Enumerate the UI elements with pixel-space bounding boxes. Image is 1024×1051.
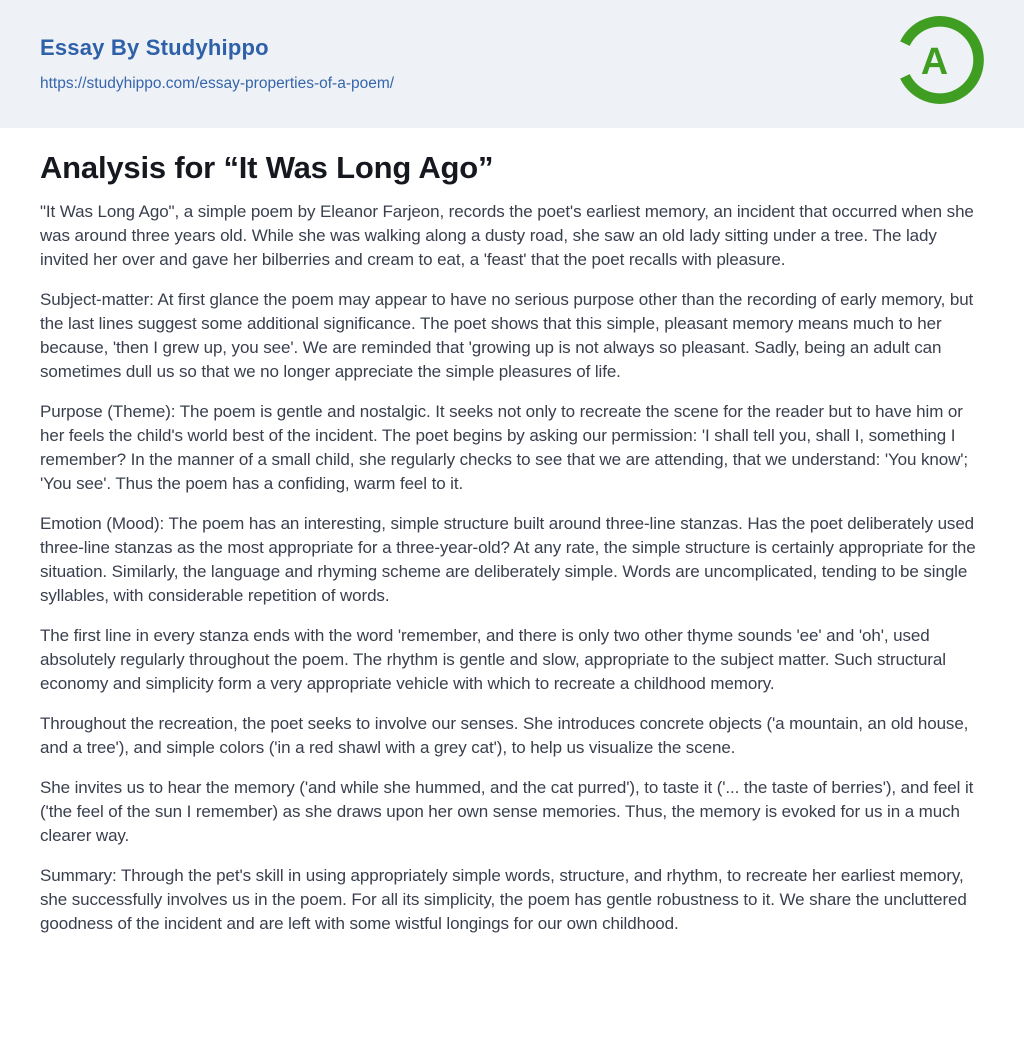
essay-content [0,149,1024,936]
essay-paragraph-sense-memory: She invites us to hear the memory ('and while she hummed, and the cat purred'), to taste it ('... the taste of berries'), and feel it ('the feel of the sun I remember) as she draws upon her own sense memories. Thus, the memory is evoked for us in a much clearer way. [40,778,974,845]
page-header [0,0,1024,128]
studyhippo-logo [894,14,986,106]
essay-paragraph-intro: "It Was Long Ago", a simple poem by Eleanor Farjeon, records the poet's earliest memory, an incident that occurred when she was around three years old. While she was walking along a dusty road, she saw an old lady sitting under a tree. The lady invited her over and gave her bilberries and cream to eat, a 'feast' that the poet recalls with pleasure. [40,202,974,269]
essay-title: Analysis for “It Was Long Ago” [40,150,494,185]
logo-arc-icon [894,14,986,106]
site-title: Essay By Studyhippo [40,35,269,60]
logo-letter: A [920,39,949,82]
essay-paragraph-emotion: Emotion (Mood): The poem has an interesting, simple structure built around three-line stanzas. Has the poet deliberately used three-line stanzas as the most appropriate for a three-year-old? At any rate, the simple structure is certainly appropriate for the situation. Similarly, the language and rhyming scheme are deliberately simple. Words are uncomplicated, tending to be single syllables, with considerable repetition of words. [40,514,976,605]
essay-url-link[interactable]: https://studyhippo.com/essay-properties-of-a-poem/ [40,75,395,92]
essay-paragraph-senses: Throughout the recreation, the poet seeks to involve our senses. She introduces concrete objects ('a mountain, an old house, and a tree'), and simple colors ('in a red shawl with a grey cat'), to help us visualize the scene. [40,714,969,757]
essay-paragraph-structure: The first line in every stanza ends with the word 'remember, and there is only two other thyme sounds 'ee' and 'oh', used absolutely regularly throughout the poem. The rhythm is gentle and slow, appropriate to the subject matter. Such structural economy and simplicity form a very appropriate vehicle with which to recreate a childhood memory. [40,626,946,693]
essay-paragraph-purpose: Purpose (Theme): The poem is gentle and nostalgic. It seeks not only to recreate the scene for the reader but to have him or her feels the child's world best of the incident. The poet begins by asking our permission: 'I shall tell you, shall I, something I remember? In the manner of a small child, she regularly checks to see that we are attending, that we understand: 'You know'; 'You see'. Thus the poem has a confiding, warm feel to it. [40,402,969,493]
essay-paragraph-summary: Summary: Through the pet's skill in using appropriately simple words, structure, and rhythm, to recreate her earliest memory, she successfully involves us in the poem. For all its simplicity, the poem has gentle robustness to it. We share the uncluttered goodness of the incident and are left with some wistful longings for our own childhood. [40,866,967,933]
essay-paragraph-subject: Subject-matter: At first glance the poem may appear to have no serious purpose other than the recording of early memory, but the last lines suggest some additional significance. The poet shows that this simple, pleasant memory means much to her because, 'then I grew up, you see'. We are reminded that 'growing up is not always so pleasant. Sadly, being an adult can sometimes dull us so that we no longer appreciate the simple pleasures of life. [40,290,974,381]
